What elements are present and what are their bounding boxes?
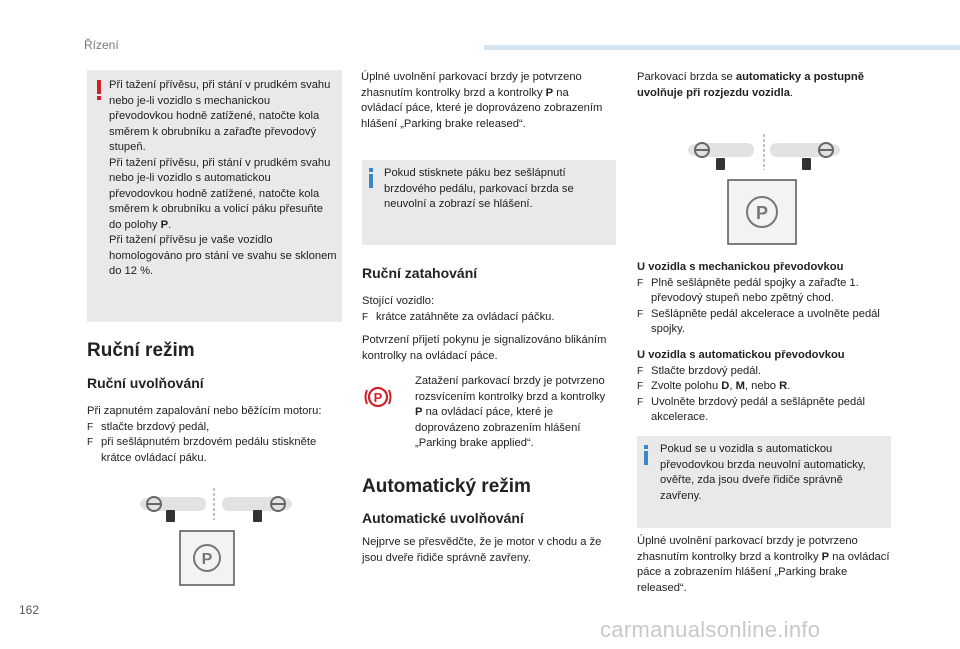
bullet-icon: F xyxy=(637,308,644,320)
list-item: F Plně sešlápněte pedál spojky a zařaďte 1. převodový stupeň nebo zpětný chod. xyxy=(637,276,892,307)
lhd-rhd-steering-picto xyxy=(684,132,844,248)
chapter-bar xyxy=(484,45,960,50)
bullet-icon: F xyxy=(362,311,369,323)
manual-release-title: Ruční uvolňování xyxy=(87,375,204,391)
parking-brake-lamp-icon xyxy=(363,382,393,412)
manual-apply-title: Ruční zatahování xyxy=(362,265,478,281)
list-item: F krátce zatáhněte za ovládací páčku. xyxy=(362,310,612,326)
manual-apply-text: Stojící vozidlo: F krátce zatáhněte za ovládací páčku. xyxy=(362,294,612,325)
list-item: F Stlačte brzdový pedál. xyxy=(637,364,892,380)
manual-release-intro: Při zapnutém zapalování nebo běžícím motoru: xyxy=(87,405,322,417)
bullet-icon: F xyxy=(87,421,94,433)
svg-text:P: P xyxy=(373,390,383,405)
list-item: F stlačte brzdový pedál, xyxy=(87,420,345,436)
list-item: F Uvolněte brzdový pedál a sešlápněte pedál akcelerace. xyxy=(637,395,892,426)
bullet-icon: F xyxy=(637,365,644,377)
bullet-icon: F xyxy=(637,277,644,289)
info-i-icon xyxy=(368,168,374,188)
warning-p2: Při tažení přívěsu, při stání v prudkém svahu nebo je-li vozidlo s automatickou převodovkou hodně zatížené, natočte kola směrem k obrubníku a volicí páku přesuňte do polohy P. xyxy=(109,156,331,231)
final-release-text: Úplné uvolnění parkovací brzdy je potvrzeno zhasnutím kontrolky brzd a kontrolky P na ovládací páce a zobrazením hlášení „Parking brake released“. xyxy=(637,535,890,594)
mech-section xyxy=(637,260,892,338)
bullet-icon: F xyxy=(637,396,644,408)
list-item: F Sešlápněte pedál akcelerace a uvolněte pedál spojky. xyxy=(637,307,892,338)
bullet-icon: F xyxy=(637,381,644,392)
page-number: 162 xyxy=(19,603,40,617)
exclamation-icon xyxy=(95,80,103,100)
warning-p1: Při tažení přívěsu, při stání v prudkém svahu nebo je-li vozidlo s mechanickou převodovkou hodně zatížené, natočte kola směrem k obrubníku a zařaďte převodový stupeň. xyxy=(109,79,331,153)
auto-intro-text: Parkovací brzda se automaticky a postupně uvolňuje při rozjezdu vozidla. xyxy=(637,71,864,99)
auto-title: U vozidla s automatickou převodovkou xyxy=(637,349,845,361)
parking-brake-switch-icon: P xyxy=(755,203,769,223)
warning-text xyxy=(109,78,337,280)
auto-section xyxy=(637,348,892,426)
lamp-text: Zatažení parkovací brzdy je potvrzeno rozsvícením kontrolky brzd a kontrolky P na ovládací páce, které je doprovázeno zobrazením hlášení „Parking brake applied“. xyxy=(415,375,606,449)
warning-p3: Při tažení přívěsu je vaše vozidlo homologováno pro stání ve svahu se sklonem do 12 %. xyxy=(109,234,337,277)
release-confirm-text: Úplné uvolnění parkovací brzdy je potvrzeno zhasnutím kontrolky brzd a kontrolky P na ovládací páce, které je doprovázeno zobrazením hlášení „Parking brake released“. xyxy=(361,71,603,130)
manual-mode-title: Ruční režim xyxy=(87,340,195,361)
auto-release-text: Nejprve se přesvědčte, že je motor v chodu a že jsou dveře řidiče správně zavřeny. xyxy=(362,536,602,564)
bullet-icon: F xyxy=(87,437,94,448)
chapter-title: Řízení xyxy=(84,38,119,52)
mech-title: U vozidla s mechanickou převodovkou xyxy=(637,261,844,273)
list-item: F při sešlápnutém brzdovém pedálu stiskněte krátce ovládací páku. xyxy=(87,435,345,466)
list-item: F Zvolte polohu D, M, nebo R. xyxy=(637,379,892,395)
watermark: carmanualsonline.info xyxy=(600,617,821,642)
parking-brake-switch-icon: P xyxy=(201,551,213,568)
info-text: Pokud se u vozidla s automatickou převodovkou brzda neuvolní automaticky, ověřte, zda jsou dveře řidiče správně zavřeny. xyxy=(660,443,866,502)
apply-confirm-text: Potvrzení přijetí pokynu je signalizováno blikáním kontrolky na ovládací páce. xyxy=(362,334,607,362)
lhd-rhd-steering-picto xyxy=(136,486,296,586)
info-i-icon xyxy=(643,445,649,465)
auto-release-title: Automatické uvolňování xyxy=(362,510,524,526)
info-text: Pokud stisknete páku bez sešlápnutí brzdového pedálu, parkovací brzda se neuvolní a zobrazí se hlášení. xyxy=(384,167,574,210)
manual-release-text xyxy=(87,404,345,466)
auto-mode-title: Automatický režim xyxy=(362,476,531,497)
